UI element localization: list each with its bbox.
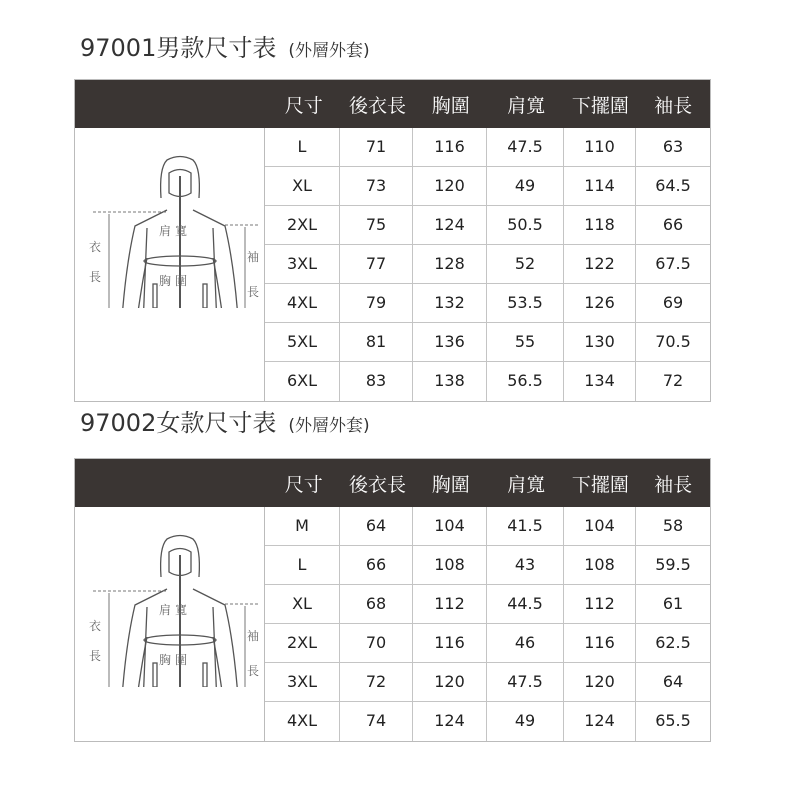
- table-cell: 122: [564, 245, 636, 283]
- table-cell: XL: [265, 167, 340, 205]
- table-cell: 64.5: [655, 176, 691, 195]
- table-cell: L: [265, 546, 340, 584]
- sleeve-label: 長: [247, 664, 260, 678]
- table-cell: M: [265, 507, 340, 545]
- table-cell: 70.5: [655, 332, 691, 351]
- chest-label: 胸圍: [159, 274, 192, 288]
- jacket-illustration: [75, 128, 265, 401]
- shoulder-label: 肩寬: [159, 603, 192, 617]
- table-cell: 53.5: [487, 284, 564, 322]
- column-header: 胸圍: [431, 473, 470, 496]
- size-table: [74, 458, 711, 742]
- chart-title: [80, 28, 370, 63]
- table-cell: 66: [662, 215, 684, 234]
- table-cell: 124: [564, 702, 636, 741]
- title-text: 97002女款尺寸表: [80, 409, 277, 437]
- table-cell: 5XL: [265, 323, 340, 361]
- table-cell: 64: [340, 507, 413, 545]
- table-row: [265, 624, 710, 663]
- table-cell: 75: [340, 206, 413, 244]
- table-cell: 112: [413, 585, 487, 623]
- column-header: 胸圍: [431, 94, 470, 117]
- length-label: 長: [89, 649, 102, 663]
- table-cell: 49: [487, 167, 564, 205]
- table-cell: 104: [564, 507, 636, 545]
- column-header: 尺寸: [284, 94, 323, 117]
- table-cell: 126: [564, 284, 636, 322]
- table-cell: 46: [487, 624, 564, 662]
- table-cell: 72: [662, 371, 684, 390]
- table-cell: 68: [340, 585, 413, 623]
- table-cell: 41.5: [487, 507, 564, 545]
- table-cell: 130: [564, 323, 636, 361]
- table-cell: 108: [564, 546, 636, 584]
- table-cell: 59.5: [655, 555, 691, 574]
- table-cell: L: [265, 128, 340, 166]
- column-header: 後衣長: [349, 94, 407, 117]
- table-cell: 56.5: [487, 362, 564, 401]
- sleeve-label: 袖: [247, 250, 260, 264]
- table-cell: 114: [564, 167, 636, 205]
- sleeve-label: 袖: [247, 629, 260, 643]
- table-cell: 66: [340, 546, 413, 584]
- table-cell: 118: [564, 206, 636, 244]
- chart-title: [80, 403, 370, 438]
- table-cell: 43: [487, 546, 564, 584]
- table-row: [265, 362, 710, 401]
- column-header: 尺寸: [284, 473, 323, 496]
- table-cell: 4XL: [265, 284, 340, 322]
- table-cell: 49: [487, 702, 564, 741]
- column-header: 肩寬: [507, 94, 546, 117]
- table-cell: 128: [413, 245, 487, 283]
- size-table: [74, 79, 711, 402]
- table-cell: 108: [413, 546, 487, 584]
- table-row: [265, 663, 710, 702]
- length-label: 衣: [89, 240, 102, 254]
- column-header: 肩寬: [507, 473, 546, 496]
- column-header: 下擺圍: [571, 473, 629, 496]
- table-cell: 132: [413, 284, 487, 322]
- table-cell: 71: [340, 128, 413, 166]
- table-cell: 61: [662, 594, 684, 613]
- table-cell: 124: [413, 702, 487, 741]
- jacket-illustration: [75, 507, 265, 741]
- shoulder-label: 肩寬: [159, 224, 192, 238]
- table-cell: 62.5: [655, 633, 691, 652]
- table-cell: 64: [662, 672, 684, 691]
- table-row: [265, 323, 710, 362]
- table-cell: 73: [340, 167, 413, 205]
- table-cell: 3XL: [265, 663, 340, 701]
- table-row: [265, 128, 710, 167]
- table-cell: 67.5: [655, 254, 691, 273]
- table-cell: 4XL: [265, 702, 340, 741]
- table-cell: 116: [413, 624, 487, 662]
- table-cell: XL: [265, 585, 340, 623]
- table-cell: 120: [564, 663, 636, 701]
- table-cell: 116: [564, 624, 636, 662]
- length-label: 衣: [89, 619, 102, 633]
- table-cell: 77: [340, 245, 413, 283]
- table-cell: 69: [662, 293, 684, 312]
- table-cell: 2XL: [265, 624, 340, 662]
- chest-label: 胸圍: [159, 653, 192, 667]
- table-cell: 81: [340, 323, 413, 361]
- table-cell: 138: [413, 362, 487, 401]
- table-cell: 136: [413, 323, 487, 361]
- table-cell: 3XL: [265, 245, 340, 283]
- table-cell: 110: [564, 128, 636, 166]
- table-cell: 120: [413, 663, 487, 701]
- table-cell: 55: [487, 323, 564, 361]
- table-cell: 58: [662, 516, 684, 535]
- table-cell: 50.5: [487, 206, 564, 244]
- table-cell: 70: [340, 624, 413, 662]
- title-text: 97001男款尺寸表: [80, 34, 277, 62]
- column-header: 下擺圍: [571, 94, 629, 117]
- table-cell: 116: [413, 128, 487, 166]
- length-label: 長: [89, 270, 102, 284]
- table-cell: 120: [413, 167, 487, 205]
- table-row: [265, 167, 710, 206]
- title-subtitle: (外層外套): [288, 416, 370, 436]
- table-cell: 124: [413, 206, 487, 244]
- table-cell: 47.5: [487, 663, 564, 701]
- table-cell: 72: [340, 663, 413, 701]
- table-cell: 79: [340, 284, 413, 322]
- column-header: 後衣長: [349, 473, 407, 496]
- table-row: [265, 507, 710, 546]
- table-cell: 63: [662, 137, 684, 156]
- table-cell: 44.5: [487, 585, 564, 623]
- column-header: 袖長: [654, 94, 693, 117]
- table-cell: 2XL: [265, 206, 340, 244]
- sleeve-label: 長: [247, 285, 260, 299]
- table-row: [265, 206, 710, 245]
- table-cell: 65.5: [655, 711, 691, 730]
- table-cell: 104: [413, 507, 487, 545]
- title-subtitle: (外層外套): [288, 41, 370, 61]
- table-row: [265, 585, 710, 624]
- table-cell: 74: [340, 702, 413, 741]
- table-cell: 6XL: [265, 362, 340, 401]
- table-row: [265, 245, 710, 284]
- table-row: [265, 284, 710, 323]
- table-row: [265, 702, 710, 741]
- table-row: [265, 546, 710, 585]
- table-cell: 112: [564, 585, 636, 623]
- table-cell: 134: [564, 362, 636, 401]
- table-cell: 83: [340, 362, 413, 401]
- table-cell: 52: [487, 245, 564, 283]
- table-cell: 47.5: [487, 128, 564, 166]
- column-header: 袖長: [654, 473, 693, 496]
